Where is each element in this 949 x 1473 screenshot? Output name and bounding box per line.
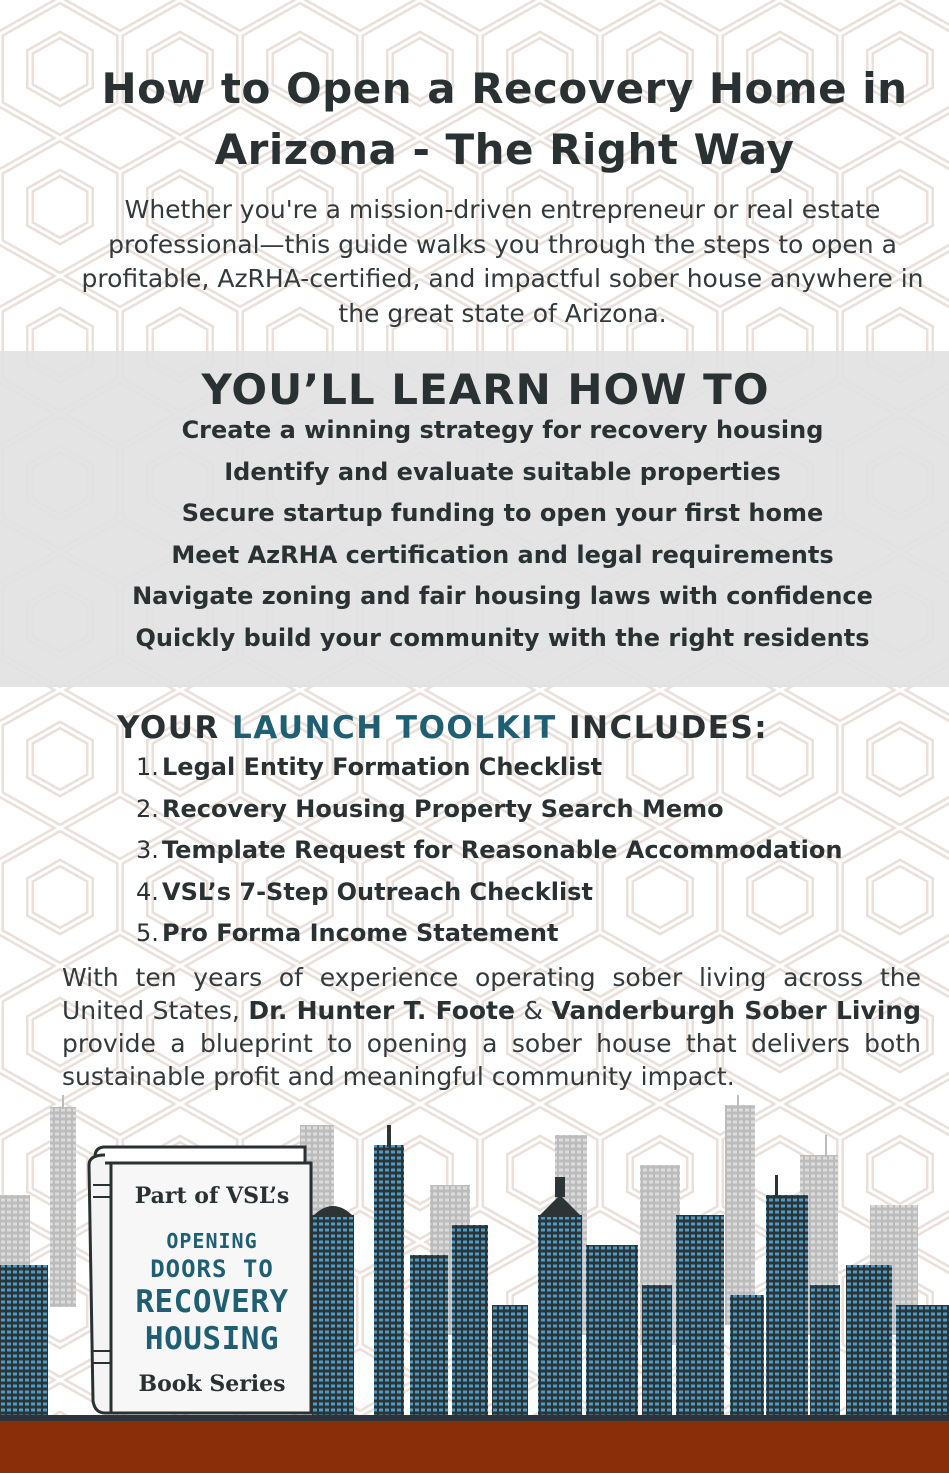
book-series-intro: Part of VSL’s: [134, 1183, 290, 1209]
toolkit-item: [136, 747, 842, 789]
toolkit-item: [136, 913, 842, 955]
closing-paragraph: [62, 961, 921, 1093]
toolkit-item-text: Recovery Housing Property Search Memo: [162, 794, 724, 823]
book-series-label: Book Series: [138, 1371, 286, 1397]
title-line-1: How to Open a Recovery Home in: [101, 64, 908, 113]
organization-name: Vanderburgh Sober Living: [551, 996, 922, 1025]
learn-heading: YOU’LL LEARN HOW TO: [201, 365, 770, 414]
learn-item: Create a winning strategy for recovery housing: [181, 416, 824, 444]
book-title-line-3: RECOVERY: [135, 1284, 289, 1320]
closing-text-1: With ten years of experience operating sober living across the United States,: [62, 963, 921, 1025]
toolkit-list: [136, 747, 842, 955]
toolkit-item: [136, 872, 842, 914]
toolkit-item: [136, 830, 842, 872]
learn-item: Quickly build your community with the right residents: [135, 623, 870, 652]
author-name: Dr. Hunter T. Foote: [248, 996, 515, 1025]
learn-list: [0, 410, 949, 659]
book-title-line-1: OPENING: [166, 1229, 258, 1253]
closing-text-2: provide a blueprint to opening a sober house that delivers both sustainable profit and meaningful community impact.: [62, 1029, 921, 1091]
book-title-line-4: HOUSING: [144, 1321, 280, 1357]
toolkit-item-text: Template Request for Reasonable Accommodation: [162, 836, 843, 864]
learn-item: Identify and evaluate suitable properties: [224, 457, 781, 486]
toolkit-heading-accent: LAUNCH TOOLKIT: [232, 710, 557, 746]
toolkit-item: [136, 789, 842, 831]
footer-bar: [0, 1421, 949, 1473]
toolkit-heading: [117, 708, 768, 748]
toolkit-item-text: VSL’s 7-Step Outreach Checklist: [162, 877, 593, 906]
learn-item: Secure startup funding to open your first home: [181, 499, 824, 527]
title-line-2: Arizona - The Right Way: [214, 125, 795, 174]
book-cover-text: [112, 1180, 312, 1398]
intro-paragraph: Whether you're a mission-driven entrepreneur or real estate professional—this guide walks you through the steps to open a profitable, AzRHA-certified, and impactful sober house anywhere in the great state of Arizona.: [81, 195, 924, 328]
toolkit-item-number: 2.: [136, 794, 159, 823]
closing-conjunction: &: [514, 996, 552, 1025]
toolkit-item-number: 5.: [136, 919, 159, 947]
learn-item: Navigate zoning and fair housing laws with confidence: [132, 582, 873, 610]
toolkit-item-text: Pro Forma Income Statement: [162, 919, 559, 947]
book-title-line-2: DOORS TO: [150, 1255, 274, 1283]
book-series-title: [112, 1228, 312, 1358]
toolkit-heading-pre: YOUR: [117, 710, 233, 746]
toolkit-heading-post: INCLUDES:: [556, 710, 769, 746]
page-title: [60, 58, 949, 180]
toolkit-item-number: 3.: [136, 836, 159, 864]
toolkit-item-text: Legal Entity Formation Checklist: [162, 753, 603, 781]
learn-item: Meet AzRHA certification and legal requirements: [171, 540, 834, 569]
toolkit-item-number: 4.: [136, 877, 159, 906]
toolkit-item-number: 1.: [136, 753, 159, 781]
